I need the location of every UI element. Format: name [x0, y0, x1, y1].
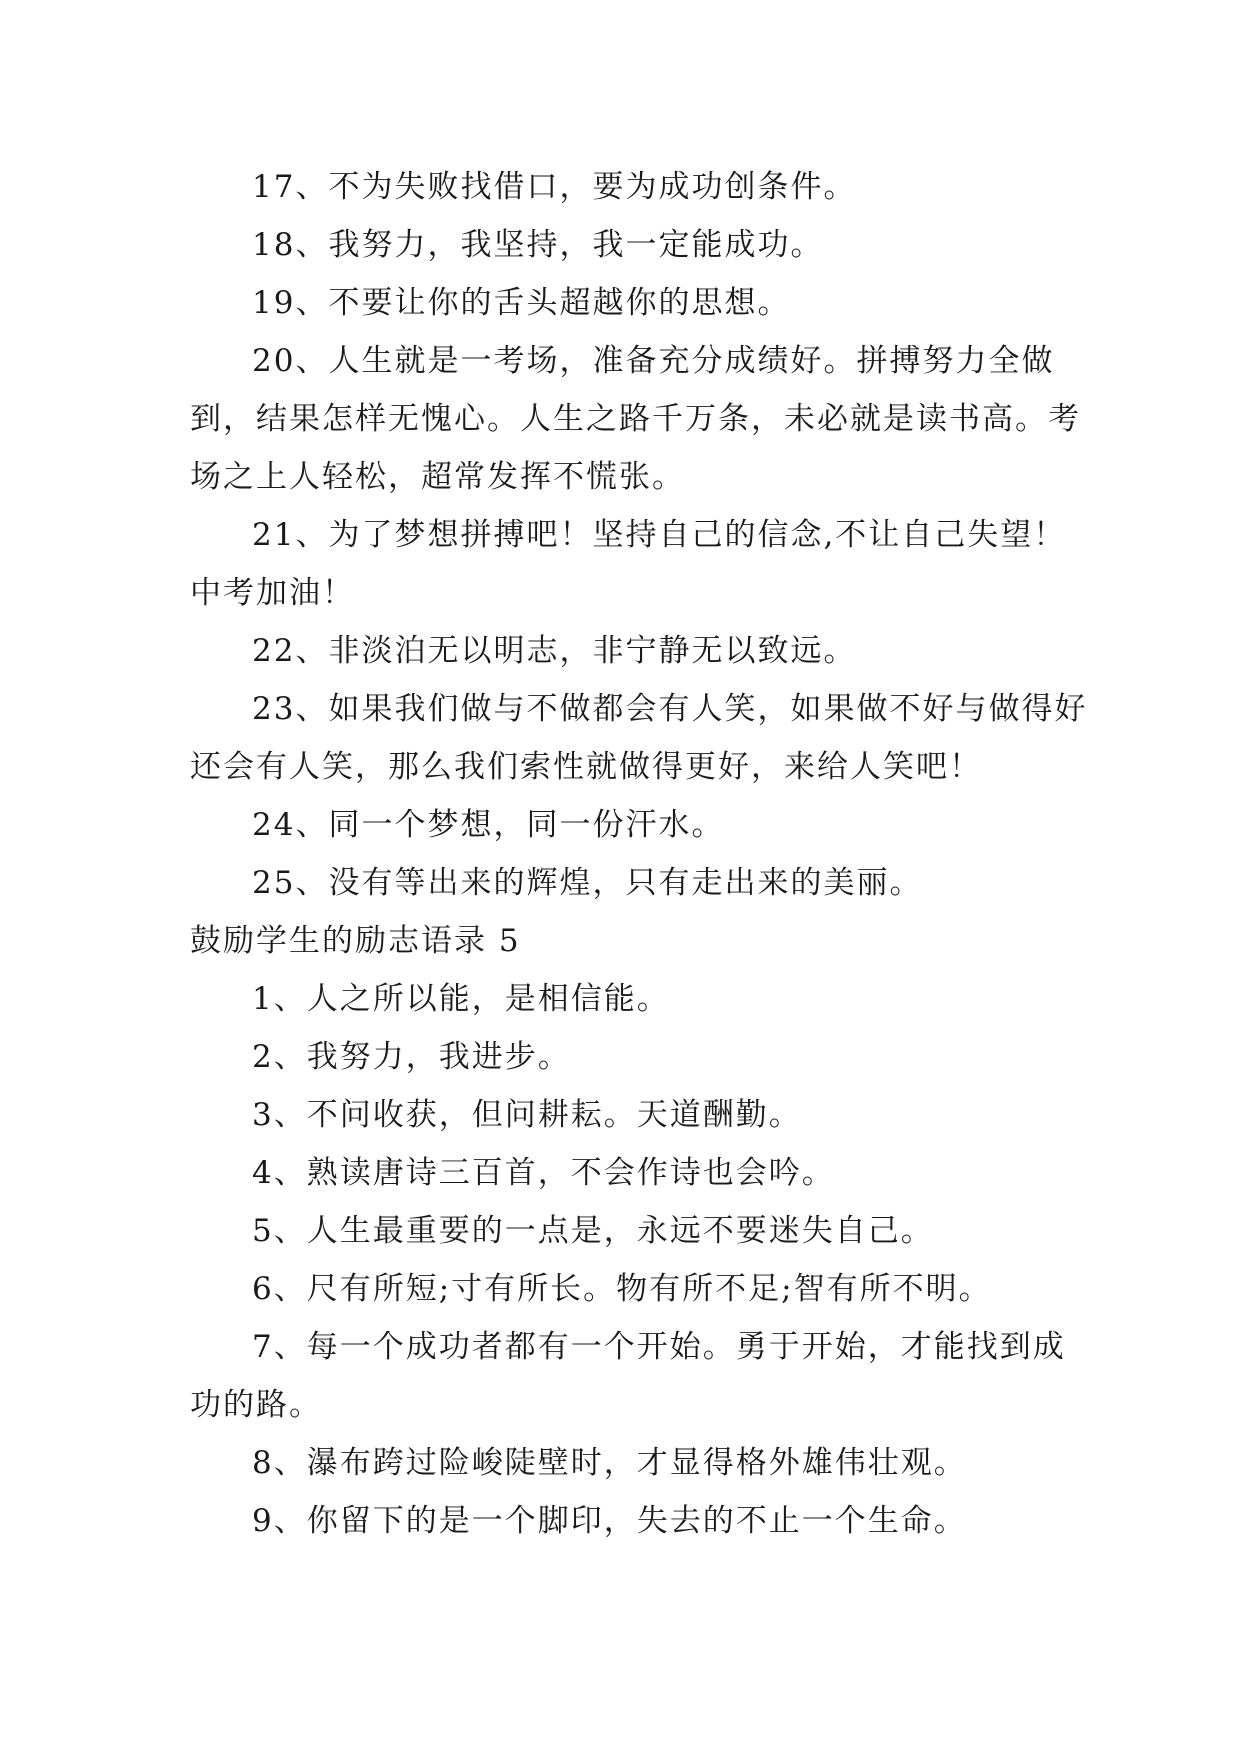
list-item: 17、不为失败找借口，要为成功创条件。: [252, 169, 857, 205]
list-item: 5、人生最重要的一点是，永远不要迷失自己。: [252, 1213, 934, 1249]
list-item: 19、不要让你的舌头超越你的思想。: [252, 285, 791, 321]
list-item: 6、尺有所短;寸有所长。物有所不足;智有所不明。: [252, 1271, 992, 1307]
list-item: 1、人之所以能，是相信能。: [252, 981, 670, 1017]
list-item: 2、我努力，我进步。: [252, 1039, 571, 1075]
list-item: 4、熟读唐诗三百首，不会作诗也会吟。: [252, 1155, 835, 1191]
section-heading: 鼓励学生的励志语录 5: [190, 923, 521, 959]
list-item: 3、不问收获，但问耕耘。天道酬勤。: [252, 1097, 802, 1133]
list-item: 22、非淡泊无以明志，非宁静无以致远。: [252, 633, 857, 669]
list-item: 18、我努力，我坚持，我一定能成功。: [252, 227, 824, 263]
list-item: 20、人生就是一考场，准备充分成绩好。拼搏努力全做到，结果怎样无愧心。人生之路千万条，未必就是读书高。考场之上人轻松，超常发挥不慌张。: [190, 343, 1081, 495]
list-item: 25、没有等出来的辉煌，只有走出来的美丽。: [252, 865, 923, 901]
list-item: 7、每一个成功者都有一个开始。勇于开始，才能找到成功的路。: [190, 1329, 1066, 1423]
list-item: 21、为了梦想拼搏吧！坚持自己的信念,不让自己失望！中考加油！: [190, 517, 1067, 611]
document-body: [190, 158, 1090, 1550]
list-item: 23、如果我们做与不做都会有人笑，如果做不好与做得好还会有人笑，那么我们索性就做得更好，来给人笑吧！: [190, 691, 1088, 785]
list-item: 9、你留下的是一个脚印，失去的不止一个生命。: [252, 1503, 967, 1539]
list-item: 8、瀑布跨过险峻陡壁时，才显得格外雄伟壮观。: [252, 1445, 967, 1481]
list-item: 24、同一个梦想，同一份汗水。: [252, 807, 725, 843]
